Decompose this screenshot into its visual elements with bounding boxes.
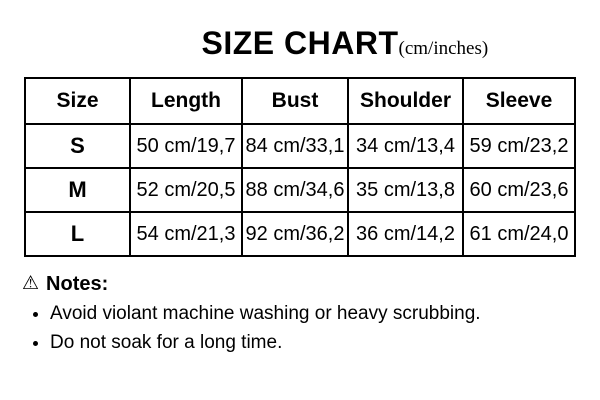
notes-heading [22, 272, 582, 296]
measurement-cell: 59 cm/23,2 [463, 124, 575, 168]
size-cell: M [25, 168, 130, 212]
page-title-unit-suffix: (cm/inches) [398, 38, 489, 59]
table-row-s [25, 124, 575, 168]
measurement-cell: 60 cm/23,6 [463, 168, 575, 212]
measurement-cell: 52 cm/20,5 [130, 168, 242, 212]
measurement-cell: 88 cm/34,6 [242, 168, 348, 212]
column-header-sleeve: Sleeve [463, 78, 575, 124]
notes-heading-label: Notes: [46, 273, 109, 295]
warning-triangle-icon: ⚠ [22, 273, 40, 294]
header-row [25, 78, 575, 124]
column-header-shoulder: Shoulder [348, 78, 463, 124]
table-row-m [25, 168, 575, 212]
measurement-cell: 34 cm/13,4 [348, 124, 463, 168]
measurement-cell: 92 cm/36,2 [242, 212, 348, 256]
size-chart-table [24, 77, 576, 257]
measurement-cell: 84 cm/33,1 [242, 124, 348, 168]
column-header-length: Length [130, 78, 242, 124]
page-title [0, 24, 600, 62]
measurement-cell: 50 cm/19,7 [130, 124, 242, 168]
notes-section [22, 272, 582, 361]
measurement-cell: 61 cm/24,0 [463, 212, 575, 256]
column-header-size: Size [25, 78, 130, 124]
size-cell: S [25, 124, 130, 168]
notes-list [22, 303, 582, 354]
column-header-bust: Bust [242, 78, 348, 124]
measurement-cell: 54 cm/21,3 [130, 212, 242, 256]
note-item: • Do not soak for a long time. [50, 332, 582, 354]
page-title-main: SIZE CHART (cm/inches) [201, 25, 489, 61]
measurement-cell: 36 cm/14,2 [348, 212, 463, 256]
measurement-cell: 35 cm/13,8 [348, 168, 463, 212]
size-cell: L [25, 212, 130, 256]
note-item: • Avoid violant machine washing or heavy scrubbing. [50, 303, 582, 325]
table-row-l [25, 212, 575, 256]
